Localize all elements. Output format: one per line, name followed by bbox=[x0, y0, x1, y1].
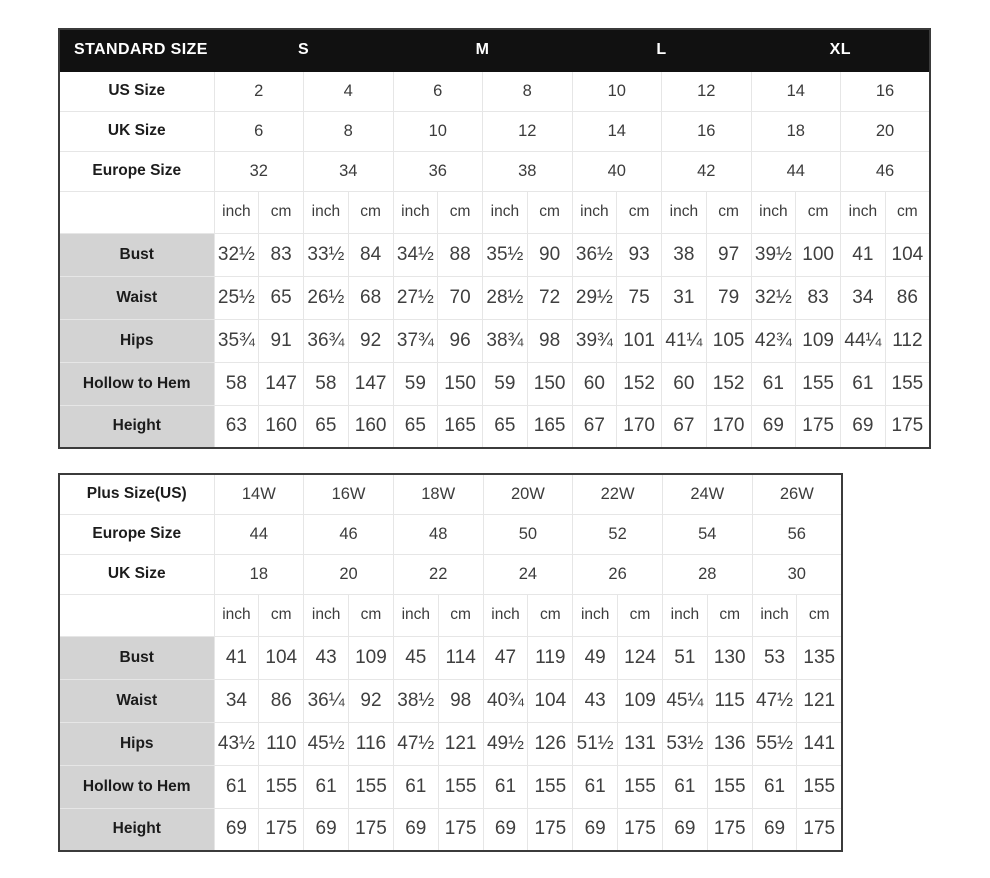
measure-cell: 36¼ bbox=[304, 679, 349, 722]
measure-row bbox=[59, 679, 842, 722]
measure-cell: 175 bbox=[885, 405, 930, 448]
measure-cell: 69 bbox=[483, 808, 528, 851]
group-header-xl: XL bbox=[751, 29, 930, 71]
measure-cell: 110 bbox=[259, 722, 304, 765]
unit-cm-cell: cm bbox=[349, 594, 394, 636]
measure-cell: 141 bbox=[797, 722, 842, 765]
row-label: UK Size bbox=[59, 111, 214, 151]
size-cell: 14W bbox=[214, 474, 304, 514]
measure-cell: 32½ bbox=[751, 276, 796, 319]
unit-cm-cell: cm bbox=[438, 594, 483, 636]
measure-cell: 75 bbox=[617, 276, 662, 319]
measure-cell: 61 bbox=[304, 765, 349, 808]
unit-row bbox=[59, 594, 842, 636]
measure-cell: 61 bbox=[483, 765, 528, 808]
measure-cell: 69 bbox=[304, 808, 349, 851]
size-cell: 14 bbox=[572, 111, 662, 151]
measure-cell: 69 bbox=[573, 808, 618, 851]
unit-inch-cell: inch bbox=[662, 594, 707, 636]
measure-row-label: Bust bbox=[59, 636, 214, 679]
size-cell: 36 bbox=[393, 151, 483, 191]
measure-cell: 65 bbox=[304, 405, 349, 448]
size-row bbox=[59, 514, 842, 554]
size-cell: 18 bbox=[214, 554, 304, 594]
measure-cell: 38¾ bbox=[483, 319, 528, 362]
measure-cell: 61 bbox=[214, 765, 259, 808]
measure-cell: 67 bbox=[572, 405, 617, 448]
size-row bbox=[59, 474, 842, 514]
unit-cm-cell: cm bbox=[259, 594, 304, 636]
measure-cell: 115 bbox=[707, 679, 752, 722]
size-cell: 8 bbox=[304, 111, 394, 151]
measure-cell: 100 bbox=[796, 233, 841, 276]
unit-cm-cell: cm bbox=[527, 191, 572, 233]
unit-inch-cell: inch bbox=[483, 191, 528, 233]
measure-cell: 105 bbox=[706, 319, 751, 362]
unit-cm-cell: cm bbox=[706, 191, 751, 233]
unit-inch-cell: inch bbox=[752, 594, 797, 636]
size-cell: 24 bbox=[483, 554, 573, 594]
measure-cell: 155 bbox=[885, 362, 930, 405]
size-cell: 20 bbox=[304, 554, 394, 594]
measure-row-label: Height bbox=[59, 808, 214, 851]
measure-cell: 92 bbox=[348, 319, 393, 362]
unit-inch-cell: inch bbox=[393, 191, 438, 233]
size-cell: 48 bbox=[393, 514, 483, 554]
measure-cell: 28½ bbox=[483, 276, 528, 319]
size-cell: 10 bbox=[572, 71, 662, 111]
measure-cell: 155 bbox=[259, 765, 304, 808]
unit-inch-cell: inch bbox=[304, 191, 349, 233]
measure-cell: 152 bbox=[706, 362, 751, 405]
measure-cell: 61 bbox=[573, 765, 618, 808]
size-cell: 26W bbox=[752, 474, 842, 514]
measure-cell: 53½ bbox=[662, 722, 707, 765]
size-row bbox=[59, 151, 930, 191]
measure-cell: 58 bbox=[304, 362, 349, 405]
unit-cm-cell: cm bbox=[796, 191, 841, 233]
size-cell: 42 bbox=[662, 151, 752, 191]
size-chart-page bbox=[58, 28, 931, 852]
measure-row-label: Hips bbox=[59, 319, 214, 362]
size-cell: 6 bbox=[393, 71, 483, 111]
measure-row bbox=[59, 362, 930, 405]
unit-inch-cell: inch bbox=[751, 191, 796, 233]
measure-cell: 44¼ bbox=[841, 319, 886, 362]
unit-inch-cell: inch bbox=[572, 191, 617, 233]
measure-cell: 130 bbox=[707, 636, 752, 679]
measure-cell: 34½ bbox=[393, 233, 438, 276]
measure-row bbox=[59, 276, 930, 319]
unit-inch-cell: inch bbox=[304, 594, 349, 636]
measure-cell: 43 bbox=[573, 679, 618, 722]
measure-cell: 55½ bbox=[752, 722, 797, 765]
measure-cell: 91 bbox=[259, 319, 304, 362]
measure-cell: 92 bbox=[349, 679, 394, 722]
size-cell: 20W bbox=[483, 474, 573, 514]
measure-cell: 47 bbox=[483, 636, 528, 679]
measure-cell: 155 bbox=[707, 765, 752, 808]
measure-cell: 98 bbox=[438, 679, 483, 722]
measure-cell: 53 bbox=[752, 636, 797, 679]
measure-cell: 131 bbox=[618, 722, 663, 765]
measure-cell: 90 bbox=[527, 233, 572, 276]
measure-cell: 70 bbox=[438, 276, 483, 319]
measure-cell: 96 bbox=[438, 319, 483, 362]
measure-cell: 65 bbox=[393, 405, 438, 448]
measure-row bbox=[59, 405, 930, 448]
unit-inch-cell: inch bbox=[214, 594, 259, 636]
measure-cell: 69 bbox=[841, 405, 886, 448]
unit-cm-cell: cm bbox=[707, 594, 752, 636]
measure-cell: 68 bbox=[348, 276, 393, 319]
measure-cell: 155 bbox=[349, 765, 394, 808]
measure-row bbox=[59, 765, 842, 808]
size-cell: 8 bbox=[483, 71, 573, 111]
measure-cell: 126 bbox=[528, 722, 573, 765]
size-cell: 16 bbox=[662, 111, 752, 151]
measure-row-label: Waist bbox=[59, 276, 214, 319]
measure-cell: 83 bbox=[259, 233, 304, 276]
size-cell: 16 bbox=[841, 71, 931, 111]
measure-cell: 69 bbox=[393, 808, 438, 851]
measure-cell: 59 bbox=[483, 362, 528, 405]
measure-row-label: Hollow to Hem bbox=[59, 765, 214, 808]
measure-row bbox=[59, 233, 930, 276]
size-cell: 30 bbox=[752, 554, 842, 594]
measure-cell: 65 bbox=[483, 405, 528, 448]
measure-cell: 160 bbox=[259, 405, 304, 448]
size-row bbox=[59, 71, 930, 111]
measure-row-label: Hips bbox=[59, 722, 214, 765]
size-cell: 18W bbox=[393, 474, 483, 514]
measure-cell: 25½ bbox=[214, 276, 259, 319]
measure-cell: 61 bbox=[752, 765, 797, 808]
measure-cell: 104 bbox=[259, 636, 304, 679]
table-title: STANDARD SIZE bbox=[59, 29, 214, 71]
measure-cell: 116 bbox=[349, 722, 394, 765]
measure-cell: 58 bbox=[214, 362, 259, 405]
measure-cell: 35½ bbox=[483, 233, 528, 276]
measure-cell: 41 bbox=[841, 233, 886, 276]
size-cell: 16W bbox=[304, 474, 394, 514]
measure-cell: 175 bbox=[618, 808, 663, 851]
measure-cell: 45¼ bbox=[662, 679, 707, 722]
unit-cm-cell: cm bbox=[885, 191, 930, 233]
size-cell: 12 bbox=[662, 71, 752, 111]
measure-cell: 175 bbox=[438, 808, 483, 851]
measure-cell: 63 bbox=[214, 405, 259, 448]
measure-cell: 101 bbox=[617, 319, 662, 362]
measure-cell: 36¾ bbox=[304, 319, 349, 362]
measure-cell: 69 bbox=[662, 808, 707, 851]
measure-cell: 72 bbox=[527, 276, 572, 319]
unit-inch-cell: inch bbox=[214, 191, 259, 233]
measure-row bbox=[59, 319, 930, 362]
group-header-row bbox=[59, 29, 930, 71]
measure-cell: 34 bbox=[214, 679, 259, 722]
measure-cell: 61 bbox=[841, 362, 886, 405]
measure-cell: 175 bbox=[259, 808, 304, 851]
measure-cell: 43 bbox=[304, 636, 349, 679]
measure-cell: 155 bbox=[438, 765, 483, 808]
measure-cell: 175 bbox=[349, 808, 394, 851]
size-cell: 34 bbox=[304, 151, 394, 191]
measure-cell: 61 bbox=[662, 765, 707, 808]
measure-cell: 33½ bbox=[304, 233, 349, 276]
size-cell: 40 bbox=[572, 151, 662, 191]
group-header-m: M bbox=[393, 29, 572, 71]
unit-inch-cell: inch bbox=[393, 594, 438, 636]
measure-cell: 109 bbox=[618, 679, 663, 722]
measure-cell: 170 bbox=[706, 405, 751, 448]
measure-cell: 152 bbox=[617, 362, 662, 405]
measure-cell: 150 bbox=[527, 362, 572, 405]
size-cell: 20 bbox=[841, 111, 931, 151]
measure-cell: 170 bbox=[617, 405, 662, 448]
size-row bbox=[59, 554, 842, 594]
size-cell: 38 bbox=[483, 151, 573, 191]
measure-cell: 175 bbox=[796, 405, 841, 448]
measure-cell: 155 bbox=[528, 765, 573, 808]
unit-cm-cell: cm bbox=[617, 191, 662, 233]
size-cell: 44 bbox=[214, 514, 304, 554]
unit-inch-cell: inch bbox=[841, 191, 886, 233]
measure-cell: 88 bbox=[438, 233, 483, 276]
measure-cell: 165 bbox=[527, 405, 572, 448]
measure-cell: 60 bbox=[572, 362, 617, 405]
measure-cell: 49 bbox=[573, 636, 618, 679]
measure-cell: 124 bbox=[618, 636, 663, 679]
measure-cell: 150 bbox=[438, 362, 483, 405]
measure-cell: 40¾ bbox=[483, 679, 528, 722]
measure-cell: 61 bbox=[393, 765, 438, 808]
row-label: Europe Size bbox=[59, 514, 214, 554]
size-cell: 12 bbox=[483, 111, 573, 151]
measure-cell: 112 bbox=[885, 319, 930, 362]
measure-cell: 83 bbox=[796, 276, 841, 319]
measure-cell: 47½ bbox=[393, 722, 438, 765]
unit-inch-cell: inch bbox=[662, 191, 707, 233]
measure-cell: 104 bbox=[885, 233, 930, 276]
measure-cell: 69 bbox=[752, 808, 797, 851]
measure-cell: 29½ bbox=[572, 276, 617, 319]
measure-cell: 41¼ bbox=[662, 319, 707, 362]
unit-inch-cell: inch bbox=[573, 594, 618, 636]
group-header-l: L bbox=[572, 29, 751, 71]
measure-cell: 147 bbox=[348, 362, 393, 405]
measure-cell: 69 bbox=[214, 808, 259, 851]
measure-cell: 45 bbox=[393, 636, 438, 679]
size-cell: 22 bbox=[393, 554, 483, 594]
unit-inch-cell: inch bbox=[483, 594, 528, 636]
measure-cell: 36½ bbox=[572, 233, 617, 276]
measure-cell: 165 bbox=[438, 405, 483, 448]
measure-cell: 26½ bbox=[304, 276, 349, 319]
measure-cell: 39½ bbox=[751, 233, 796, 276]
measure-cell: 51½ bbox=[573, 722, 618, 765]
measure-cell: 175 bbox=[528, 808, 573, 851]
plus-size-table bbox=[58, 473, 843, 852]
measure-cell: 104 bbox=[528, 679, 573, 722]
unit-cm-cell: cm bbox=[348, 191, 393, 233]
size-cell: 18 bbox=[751, 111, 841, 151]
size-cell: 56 bbox=[752, 514, 842, 554]
size-cell: 46 bbox=[304, 514, 394, 554]
size-cell: 32 bbox=[214, 151, 304, 191]
size-cell: 14 bbox=[751, 71, 841, 111]
measure-cell: 42¾ bbox=[751, 319, 796, 362]
measure-cell: 136 bbox=[707, 722, 752, 765]
measure-cell: 119 bbox=[528, 636, 573, 679]
measure-cell: 39¾ bbox=[572, 319, 617, 362]
measure-cell: 114 bbox=[438, 636, 483, 679]
measure-cell: 65 bbox=[259, 276, 304, 319]
measure-cell: 41 bbox=[214, 636, 259, 679]
size-cell: 24W bbox=[662, 474, 752, 514]
measure-cell: 97 bbox=[706, 233, 751, 276]
size-cell: 10 bbox=[393, 111, 483, 151]
group-header-s: S bbox=[214, 29, 393, 71]
size-cell: 6 bbox=[214, 111, 304, 151]
size-cell: 22W bbox=[573, 474, 663, 514]
measure-cell: 27½ bbox=[393, 276, 438, 319]
measure-cell: 86 bbox=[885, 276, 930, 319]
unit-row-empty-label bbox=[59, 191, 214, 233]
measure-cell: 51 bbox=[662, 636, 707, 679]
size-cell: 44 bbox=[751, 151, 841, 191]
measure-cell: 34 bbox=[841, 276, 886, 319]
size-row bbox=[59, 111, 930, 151]
measure-cell: 61 bbox=[751, 362, 796, 405]
standard-size-table bbox=[58, 28, 931, 449]
measure-cell: 109 bbox=[349, 636, 394, 679]
unit-row bbox=[59, 191, 930, 233]
measure-cell: 175 bbox=[707, 808, 752, 851]
measure-cell: 175 bbox=[797, 808, 842, 851]
measure-cell: 49½ bbox=[483, 722, 528, 765]
row-label: US Size bbox=[59, 71, 214, 111]
measure-cell: 84 bbox=[348, 233, 393, 276]
measure-cell: 155 bbox=[618, 765, 663, 808]
size-cell: 4 bbox=[304, 71, 394, 111]
measure-cell: 121 bbox=[797, 679, 842, 722]
row-label: Plus Size(US) bbox=[59, 474, 214, 514]
measure-cell: 98 bbox=[527, 319, 572, 362]
measure-cell: 32½ bbox=[214, 233, 259, 276]
measure-cell: 147 bbox=[259, 362, 304, 405]
measure-row-label: Waist bbox=[59, 679, 214, 722]
size-cell: 52 bbox=[573, 514, 663, 554]
measure-row bbox=[59, 722, 842, 765]
measure-cell: 38½ bbox=[393, 679, 438, 722]
unit-row-empty-label bbox=[59, 594, 214, 636]
size-cell: 2 bbox=[214, 71, 304, 111]
measure-cell: 67 bbox=[662, 405, 707, 448]
measure-cell: 60 bbox=[662, 362, 707, 405]
measure-row bbox=[59, 808, 842, 851]
measure-cell: 160 bbox=[348, 405, 393, 448]
measure-cell: 31 bbox=[662, 276, 707, 319]
row-label: UK Size bbox=[59, 554, 214, 594]
measure-cell: 47½ bbox=[752, 679, 797, 722]
measure-cell: 109 bbox=[796, 319, 841, 362]
unit-cm-cell: cm bbox=[618, 594, 663, 636]
size-cell: 46 bbox=[841, 151, 931, 191]
measure-cell: 43½ bbox=[214, 722, 259, 765]
size-cell: 54 bbox=[662, 514, 752, 554]
measure-row-label: Hollow to Hem bbox=[59, 362, 214, 405]
size-cell: 50 bbox=[483, 514, 573, 554]
unit-cm-cell: cm bbox=[438, 191, 483, 233]
measure-cell: 155 bbox=[796, 362, 841, 405]
unit-cm-cell: cm bbox=[259, 191, 304, 233]
measure-cell: 121 bbox=[438, 722, 483, 765]
measure-row-label: Bust bbox=[59, 233, 214, 276]
measure-cell: 155 bbox=[797, 765, 842, 808]
measure-cell: 45½ bbox=[304, 722, 349, 765]
size-cell: 28 bbox=[662, 554, 752, 594]
measure-cell: 135 bbox=[797, 636, 842, 679]
measure-cell: 37¾ bbox=[393, 319, 438, 362]
measure-cell: 38 bbox=[662, 233, 707, 276]
measure-cell: 86 bbox=[259, 679, 304, 722]
measure-cell: 35¾ bbox=[214, 319, 259, 362]
measure-cell: 93 bbox=[617, 233, 662, 276]
unit-cm-cell: cm bbox=[528, 594, 573, 636]
row-label: Europe Size bbox=[59, 151, 214, 191]
size-cell: 26 bbox=[573, 554, 663, 594]
measure-row bbox=[59, 636, 842, 679]
measure-cell: 79 bbox=[706, 276, 751, 319]
measure-cell: 69 bbox=[751, 405, 796, 448]
measure-cell: 59 bbox=[393, 362, 438, 405]
unit-cm-cell: cm bbox=[797, 594, 842, 636]
measure-row-label: Height bbox=[59, 405, 214, 448]
